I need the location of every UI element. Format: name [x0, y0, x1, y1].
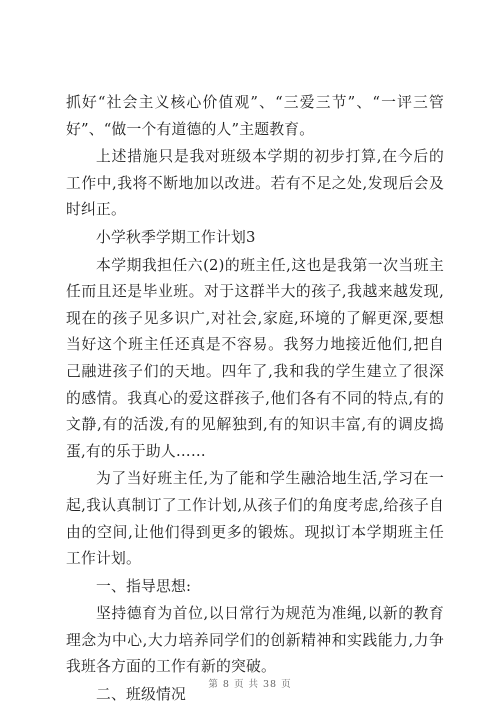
- page-number-footer: 第 8 页 共 38 页: [208, 679, 292, 690]
- heading-class-situation: 二、班级情况: [96, 686, 186, 704]
- document-body: [66, 90, 444, 709]
- paragraph-guiding-ideology: 坚持德育为首位,以日常行为规范为准绳,以新的教育理念为中心,大力培养同学们的创新精神和实践能力,力争我班各方面的工作有新的突破。: [66, 605, 444, 676]
- paragraph-plan-purpose: 为了当好班主任,为了能和学生融洽地生活,学习在一起,我认真制订了工作计划,从孩子们的角度考虑,给孩子自由的空间,让他们得到更多的锻炼。现拟订本学期班主任工作计划。: [66, 470, 444, 568]
- paragraph-class-introduction: 本学期我担任六(2)的班主任,这也是我第一次当班主任而且还是毕业班。对于这群半大的孩子,我越来越发现,现在的孩子见多识广,对社会,家庭,环境的了解更深,要想当好这个班主任还真是不容易。我努力地接近他们,把自己融进孩子们的天地。四年了,我和我的学生建立了很深的感情。我真心的爱这群孩子,他们各有不同的特点,有的文静,有的活泼,有的见解独到,有的知识丰富,有的调皮捣蛋,有的乐于助人……: [66, 256, 444, 460]
- heading-guiding-ideology: 一、指导思想:: [96, 577, 192, 595]
- paragraph-measures-summary: 上述措施只是我对班级本学期的初步打算,在今后的工作中,我将不断地加以改进。若有不足之处,发现后会及时纠正。: [66, 148, 444, 219]
- paragraph-theme-education: 抓好“社会主义核心价值观”、“三爱三节”、“一评三管好”、“做一个有道德的人”主题教育。: [66, 94, 444, 138]
- section-heading-plan-3: 小学秋季学期工作计划3: [96, 228, 256, 246]
